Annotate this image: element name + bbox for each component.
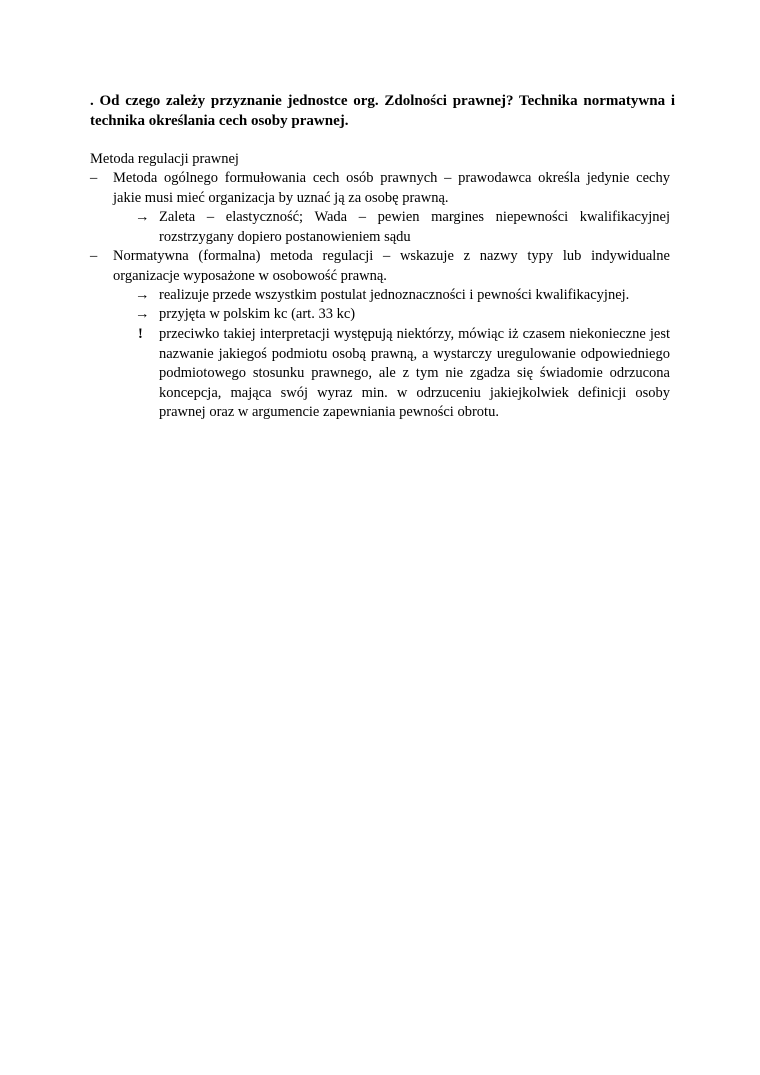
sub-item-2-3-text: przeciwko takiej interpretacji występują niektórzy, mówiąc iż czasem niekonieczne jest nazwanie jakiegoś podmiotu osobą prawną, a wystarczy uregulowanie odpowiedniego podmiotowego stosunku prawnego, ale z tym nie zgadza się świadomie odrzucona koncepcja, mająca swój wyraz min. w odrzuceniu jakiejkolwiek definicji osoby prawnej oraz w argumencie zapewniania pewności obrotu. [159,326,670,420]
question-heading: . Od czego zależy przyznanie jednostce org. Zdolności prawnej? Technika normatywna i technika określania cech osoby prawnej. [90,93,675,129]
sub-item-2-1 [135,286,670,306]
arrow-marker: → [135,209,150,225]
list-item-1 [90,169,670,208]
exclamation-marker: ! [138,326,143,342]
list-item-2-text: Normatywna (formalna) metoda regulacji – wskazuje z nazwy typy lub indywidualne organizacje wyposażone w osobowość prawną. [113,248,670,284]
arrow-marker: → [135,287,150,303]
dash-marker: – [90,170,98,186]
list-item-1-text: Metoda ogólnego formułowania cech osób prawnych – prawodawca określa jedynie cechy jakie musi mieć organizacja by uznać ją za osobę prawną. [113,170,670,206]
sub-item-1-1-text: Zaleta – elastyczność; Wada – pewien margines niepewności kwalifikacyjnej rozstrzygany dopiero postanowieniem sądu [159,209,670,245]
list-item-2 [90,247,670,286]
sub-item-2-2-text: przyjęta w polskim kc (art. 33 kc) [159,306,356,322]
section-label: Metoda regulacji prawnej [90,151,239,167]
sub-item-1-1 [135,208,670,247]
sub-item-2-3 [135,325,670,423]
sub-item-2-1-text: realizuje przede wszystkim postulat jednoznaczności i pewności kwalifikacyjnej. [159,287,630,303]
sub-item-2-2 [135,305,670,325]
dash-marker: – [90,248,98,264]
arrow-marker: → [135,306,150,322]
